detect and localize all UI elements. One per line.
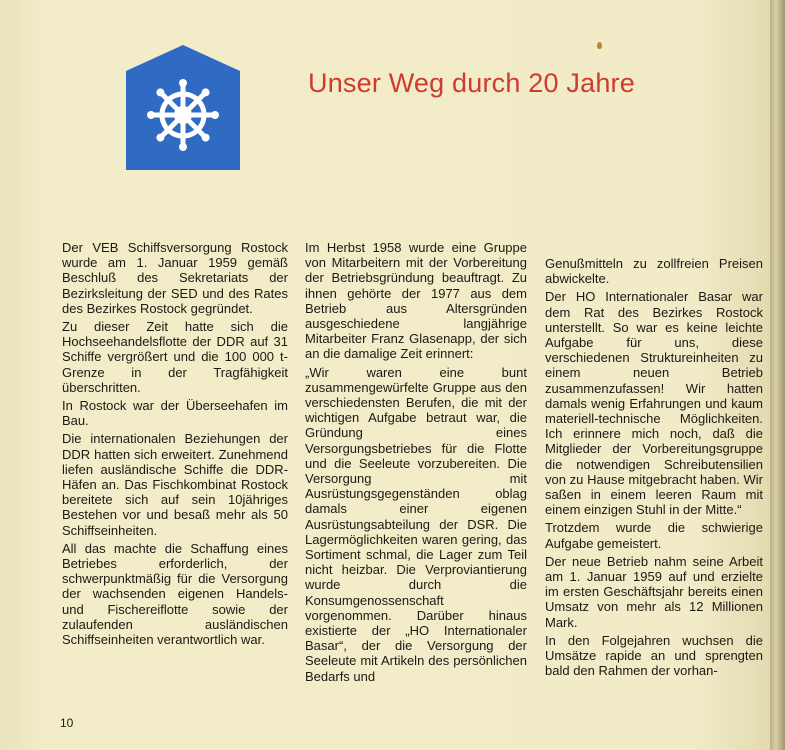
paragraph: In Rostock war der Überseehafen im Bau. (62, 398, 288, 429)
paragraph: Die internationalen Beziehungen der DDR hatten sich erweitert. Zunehmend liefen ausländische Schiffe die DDR-Häfen an. Das Fischkombinat Rostock bereitete sich auf sein 10jähriges Bestehen vor und besaß mehr als 50 Schiffseinheiten. (62, 431, 288, 538)
page-title: Unser Weg durch 20 Jahre (308, 68, 635, 98)
paragraph: Trotzdem wurde die schwierige Aufgabe gemeistert. (545, 520, 763, 551)
page-number: 10 (60, 716, 74, 730)
text-column-2 (305, 240, 527, 687)
text-column-3 (545, 256, 763, 681)
paragraph: All das machte die Schaffung eines Betriebes erforderlich, der schwerpunktmäßig für die Versorgung der wachsenden eigenen Handels- und Fischereiflotte sowie der zulaufenden ausländischen Schiffseinheiten verantwortlich war. (62, 540, 288, 648)
paragraph: Im Herbst 1958 wurde eine Gruppe von Mitarbeitern mit der Vorbereitung der Betriebsgründung beauftragt. Zu ihnen gehörte der 1977 aus dem Betrieb aus Altersgründen ausgeschiedene langjährige Mitarbeiter Franz Glasenapp, der sich an die damalige Zeit erinnert: (305, 240, 527, 362)
paper-speck (597, 42, 602, 49)
paragraph: „Wir waren eine bunt zusammengewürfelte Gruppe aus den verschiedensten Berufen, die mit der wichtigen Aufgabe betraut war, die Gründung eines Versorgungsbetriebes für die Flotte und die Seeleute vorzubereiten. Die Versorgung mit Ausrüstungsgegenständen oblag damals einer eigenen Ausrüstungsabteilung der DSR. Die Lagermöglichkeiten waren gering, das Sortiment schmal, die Lager zum Teil nicht heizbar. Die Verproviantierung wurde durch die Konsumgenossenschaft vorgenommen. Darüber hinaus existierte der „HO Internationaler Basar“, der die Versorgung der Seeleute mit Artikeln des persönlichen Bedarfs und (305, 364, 527, 684)
paragraph: Zu dieser Zeit hatte sich die Hochseehandelsflotte der DDR auf 31 Schiffe vergrößert und die 100 000 t-Grenze in der Tragfähigkeit überschritten. (62, 319, 288, 395)
ship-wheel-icon (126, 45, 240, 170)
paragraph: Genußmitteln zu zollfreien Preisen abwickelte. (545, 256, 763, 287)
paragraph: Der neue Betrieb nahm seine Arbeit am 1. Januar 1959 auf und erzielte im ersten Geschäftsjahr bereits einen Umsatz von mehr als 12 Millionen Mark. (545, 553, 763, 630)
paragraph: Der HO Internationaler Basar war dem Rat des Bezirkes Rostock unterstellt. So war es keine leichte Aufgabe für uns, diese verschiedenen Struktureinheiten zu einem neuen Betrieb zusammenzufassen! Wir hatten damals wenig Erfahrungen und kaum materiell-technische Möglichkeiten. Ich erinnere mich noch, daß die Mitglieder der Vorbereitungsgruppe die notwendigen Schreibutensilien von zu Hause mitgebracht haben. Wir saßen in einem leeren Raum mit einem einzigen Stuhl in der Mitte.“ (545, 289, 763, 518)
page-edge (770, 0, 785, 750)
text-column-1 (62, 240, 288, 650)
paragraph: Der VEB Schiffsversorgung Rostock wurde am 1. Januar 1959 gemäß Beschluß des Sekretariats der Bezirksleitung der SED und des Rates des Bezirkes Rostock gegründet. (62, 240, 288, 316)
paragraph: In den Folgejahren wuchsen die Umsätze rapide an und sprengten bald den Rahmen der vorhan- (545, 632, 763, 679)
